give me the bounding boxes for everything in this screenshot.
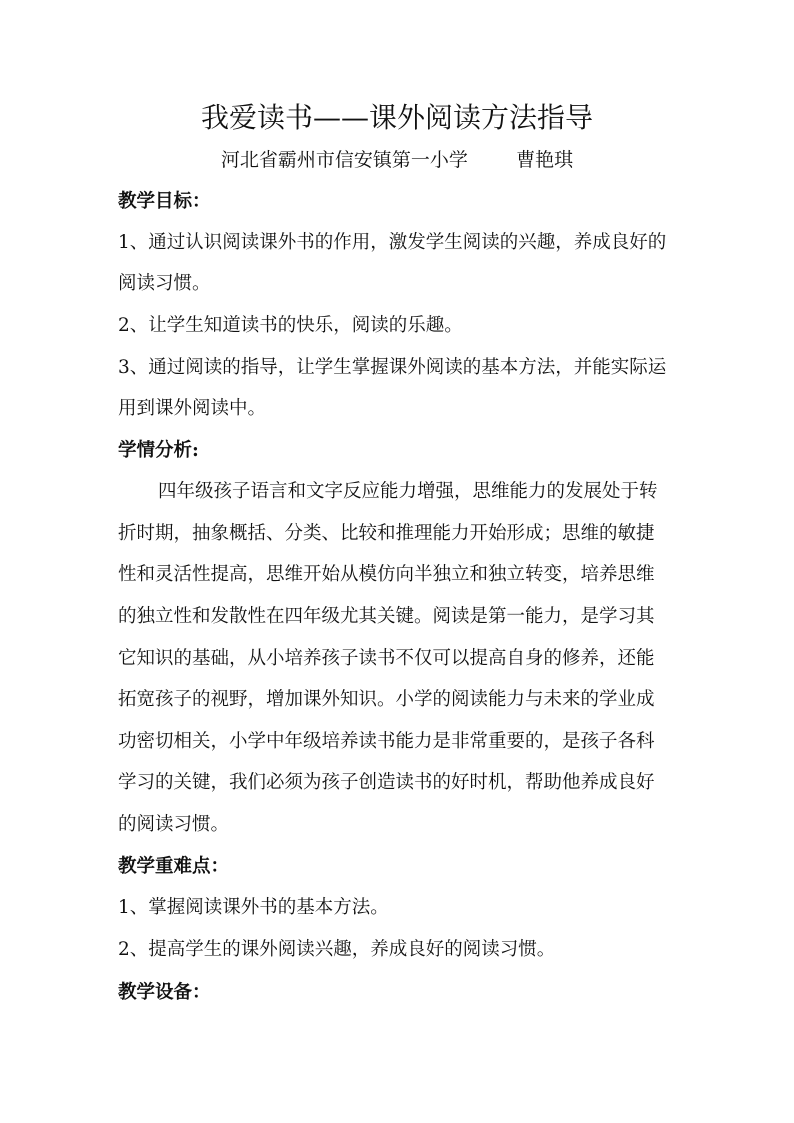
analysis-line: 学习的关键，我们必须为孩子创造读书的好时机，帮助他养成良好 [118,772,655,793]
document-title: 我爱读书——课外阅读方法指导 [200,101,593,134]
analysis-line: 的阅读习惯。 [118,814,230,835]
analysis-line: 的独立性和发散性在四年级尤其关键。阅读是第一能力，是学习其 [118,606,655,627]
analysis-line: 四年级孩子语言和文字反应能力增强，思维能力的发展处于转 [158,481,658,502]
analysis-line: 它知识的基础，从小培养孩子读书不仅可以提高自身的修养，还能 [118,648,655,669]
analysis-line: 折时期，抽象概括、分类、比较和推理能力开始形成；思维的敏捷 [118,523,655,544]
analysis-line: 拓宽孩子的视野，增加课外知识。小学的阅读能力与未来的学业成 [118,689,655,710]
key-point-line: 1、掌握阅读课外书的基本方法。 [118,897,389,918]
objective-line: 2、让学生知道读书的快乐，阅读的乐趣。 [118,315,463,336]
objective-line: 1、通过认识阅读课外书的作用，激发学生阅读的兴趣，养成良好的 [118,232,667,253]
objectives-heading: 教学目标： [118,191,211,212]
analysis-heading: 学情分析: [118,440,199,461]
analysis-line: 功密切相关，小学中年级培养读书能力是非常重要的，是孩子各科 [118,731,655,752]
objective-line: 阅读习惯。 [118,273,211,294]
key-points-heading: 教学重难点： [118,856,230,877]
analysis-line: 性和灵活性提高，思维开始从模仿向半独立和独立转变，培养思维 [118,564,655,585]
equipment-heading: 教学设备： [118,982,211,1003]
objective-line: 用到课外阅读中。 [118,398,267,419]
author-line: 河北省霸州市信安镇第一小学 曹艳琪 [220,149,574,171]
key-point-line: 2、提高学生的课外阅读兴趣，养成良好的阅读习惯。 [118,939,556,960]
objective-line: 3、通过阅读的指导，让学生掌握课外阅读的基本方法，并能实际运 [118,357,667,378]
